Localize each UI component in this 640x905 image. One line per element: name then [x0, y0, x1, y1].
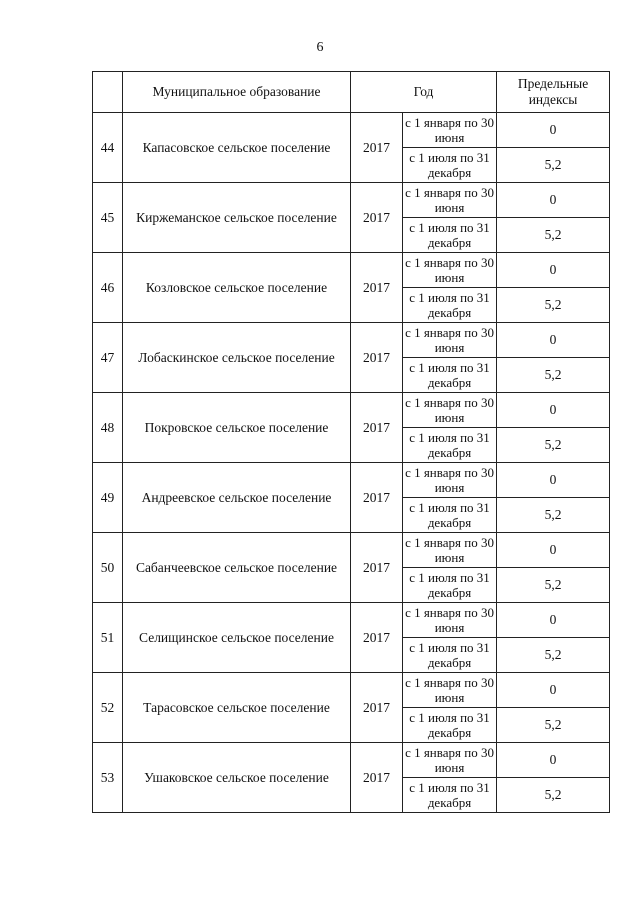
table-row — [93, 393, 610, 428]
municipality-name: Ушаковское сельское поселение — [123, 743, 351, 813]
tariff-index-table — [92, 71, 610, 813]
row-number: 49 — [93, 463, 123, 533]
municipality-name: Селищинское сельское поселение — [123, 603, 351, 673]
index-second-half: 5,2 — [497, 498, 610, 533]
table-row — [93, 113, 610, 148]
header-index: Предельные индексы — [497, 72, 610, 113]
index-second-half: 5,2 — [497, 358, 610, 393]
index-second-half: 5,2 — [497, 428, 610, 463]
index-first-half: 0 — [497, 113, 610, 148]
period-first-half: с 1 января по 30 июня — [403, 183, 497, 218]
table-row — [93, 463, 610, 498]
row-number: 46 — [93, 253, 123, 323]
row-number: 48 — [93, 393, 123, 463]
header-num — [93, 72, 123, 113]
page-number: 6 — [316, 40, 324, 55]
municipality-name: Сабанчеевское сельское поселение — [123, 533, 351, 603]
index-second-half: 5,2 — [497, 778, 610, 813]
year-cell: 2017 — [351, 393, 403, 463]
municipality-name: Покровское сельское поселение — [123, 393, 351, 463]
period-first-half: с 1 января по 30 июня — [403, 113, 497, 148]
index-second-half: 5,2 — [497, 708, 610, 743]
index-first-half: 0 — [497, 603, 610, 638]
table-row — [93, 603, 610, 638]
period-first-half: с 1 января по 30 июня — [403, 463, 497, 498]
period-second-half: с 1 июля по 31 декабря — [403, 428, 497, 463]
year-cell: 2017 — [351, 253, 403, 323]
table-header-row — [93, 72, 610, 113]
year-cell: 2017 — [351, 323, 403, 393]
index-first-half: 0 — [497, 183, 610, 218]
header-municipality: Муниципальное образование — [123, 72, 351, 113]
table-row — [93, 743, 610, 778]
period-second-half: с 1 июля по 31 декабря — [403, 568, 497, 603]
table-row — [93, 673, 610, 708]
index-first-half: 0 — [497, 463, 610, 498]
index-first-half: 0 — [497, 673, 610, 708]
index-second-half: 5,2 — [497, 218, 610, 253]
year-cell: 2017 — [351, 183, 403, 253]
period-second-half: с 1 июля по 31 декабря — [403, 148, 497, 183]
period-second-half: с 1 июля по 31 декабря — [403, 498, 497, 533]
period-second-half: с 1 июля по 31 декабря — [403, 288, 497, 323]
period-first-half: с 1 января по 30 июня — [403, 603, 497, 638]
index-first-half: 0 — [497, 743, 610, 778]
period-second-half: с 1 июля по 31 декабря — [403, 218, 497, 253]
row-number: 53 — [93, 743, 123, 813]
row-number: 47 — [93, 323, 123, 393]
year-cell: 2017 — [351, 533, 403, 603]
year-cell: 2017 — [351, 673, 403, 743]
row-number: 51 — [93, 603, 123, 673]
index-second-half: 5,2 — [497, 288, 610, 323]
index-first-half: 0 — [497, 533, 610, 568]
year-cell: 2017 — [351, 113, 403, 183]
period-second-half: с 1 июля по 31 декабря — [403, 638, 497, 673]
period-first-half: с 1 января по 30 июня — [403, 743, 497, 778]
period-first-half: с 1 января по 30 июня — [403, 253, 497, 288]
table-row — [93, 183, 610, 218]
municipality-name: Козловское сельское поселение — [123, 253, 351, 323]
index-first-half: 0 — [497, 253, 610, 288]
year-cell: 2017 — [351, 463, 403, 533]
row-number: 50 — [93, 533, 123, 603]
row-number: 52 — [93, 673, 123, 743]
index-first-half: 0 — [497, 323, 610, 358]
municipality-name: Лобаскинское сельское поселение — [123, 323, 351, 393]
period-first-half: с 1 января по 30 июня — [403, 323, 497, 358]
header-year: Год — [351, 72, 497, 113]
row-number: 45 — [93, 183, 123, 253]
table-row — [93, 533, 610, 568]
period-second-half: с 1 июля по 31 декабря — [403, 778, 497, 813]
table-row — [93, 253, 610, 288]
index-second-half: 5,2 — [497, 148, 610, 183]
row-number: 44 — [93, 113, 123, 183]
municipality-name: Андреевское сельское поселение — [123, 463, 351, 533]
period-second-half: с 1 июля по 31 декабря — [403, 708, 497, 743]
municipality-name: Капасовское сельское поселение — [123, 113, 351, 183]
index-second-half: 5,2 — [497, 568, 610, 603]
period-second-half: с 1 июля по 31 декабря — [403, 358, 497, 393]
municipality-name: Тарасовское сельское поселение — [123, 673, 351, 743]
table-row — [93, 323, 610, 358]
index-first-half: 0 — [497, 393, 610, 428]
municipality-name: Киржеманское сельское поселение — [123, 183, 351, 253]
period-first-half: с 1 января по 30 июня — [403, 393, 497, 428]
period-first-half: с 1 января по 30 июня — [403, 673, 497, 708]
year-cell: 2017 — [351, 603, 403, 673]
period-first-half: с 1 января по 30 июня — [403, 533, 497, 568]
year-cell: 2017 — [351, 743, 403, 813]
index-second-half: 5,2 — [497, 638, 610, 673]
